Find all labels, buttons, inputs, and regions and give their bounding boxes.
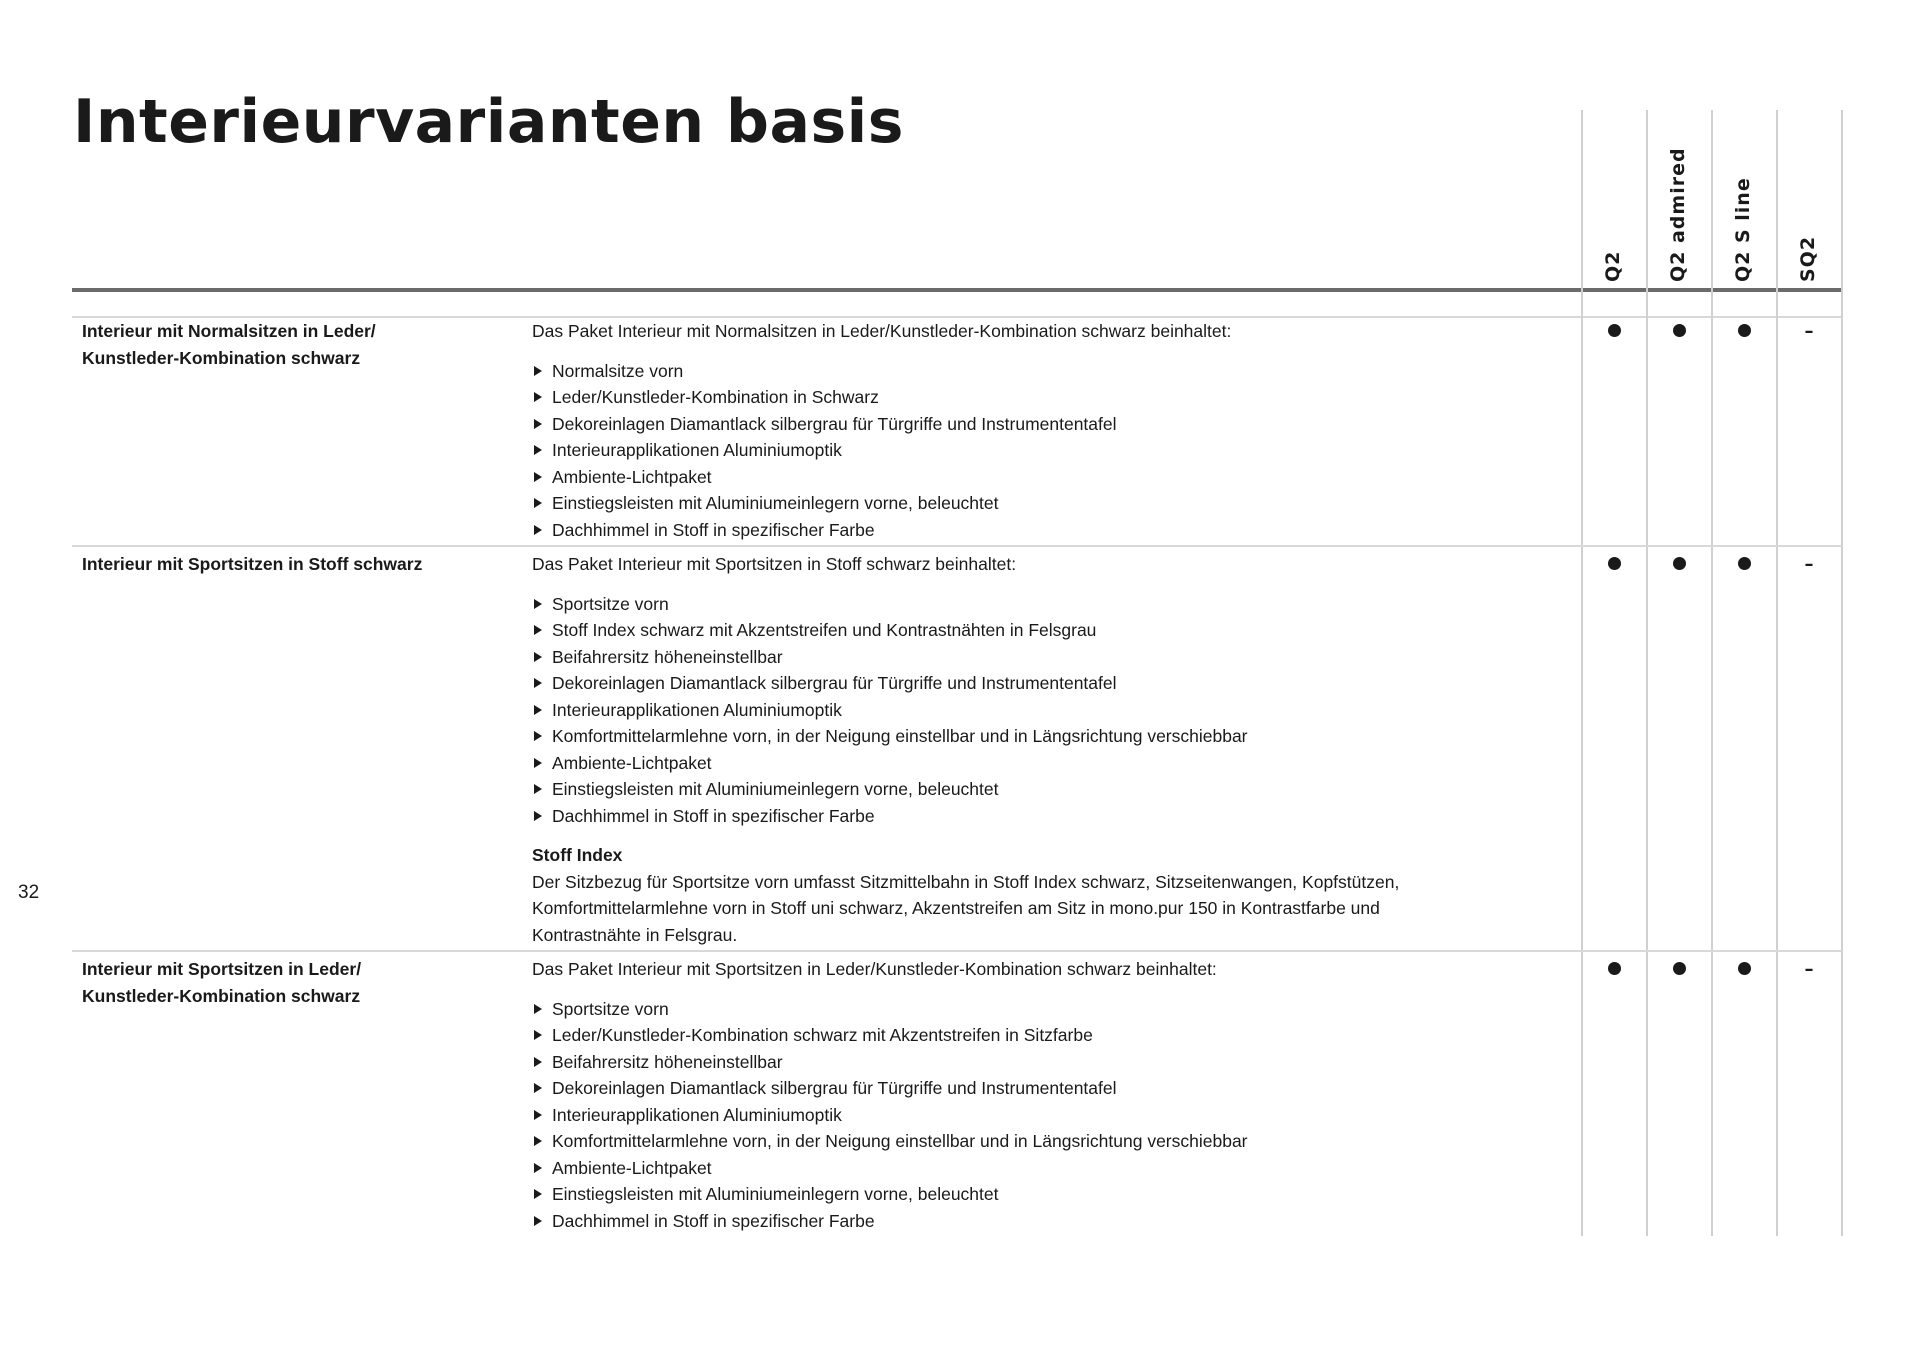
standard-dot-icon xyxy=(1608,557,1621,570)
availability-q2-s-line xyxy=(1712,551,1776,578)
availability-q2-s-line xyxy=(1712,956,1776,983)
column-header-q2-s-line: Q2 S line xyxy=(1732,177,1754,282)
list-item: Sportsitze vorn xyxy=(532,996,1602,1023)
list-item: Beifahrersitz höheneinstellbar xyxy=(532,1049,1602,1076)
column-header-sq2: SQ2 xyxy=(1797,235,1819,282)
feature-list xyxy=(532,996,1602,1235)
feature-list xyxy=(532,591,1602,830)
list-item: Leder/Kunstleder-Kombination in Schwarz xyxy=(532,384,1602,411)
availability-q2-admired xyxy=(1647,551,1711,578)
list-item: Einstiegsleisten mit Aluminiumeinlegern vorne, beleuchtet xyxy=(532,776,1602,803)
list-item: Dachhimmel in Stoff in spezifischer Farbe xyxy=(532,1208,1602,1235)
list-item: Einstiegsleisten mit Aluminiumeinlegern vorne, beleuchtet xyxy=(532,490,1602,517)
list-item: Normalsitze vorn xyxy=(532,358,1602,385)
list-item: Dekoreinlagen Diamantlack silbergrau für Türgriffe und Instrumententafel xyxy=(532,670,1602,697)
row-intro: Das Paket Interieur mit Sportsitzen in Leder/Kunstleder-Kombination schwarz beinhaltet: xyxy=(532,959,1217,979)
list-item: Dachhimmel in Stoff in spezifischer Farbe xyxy=(532,517,1602,544)
row-description xyxy=(532,318,1602,543)
row-divider xyxy=(72,950,1842,952)
list-item: Interieurapplikationen Aluminiumoptik xyxy=(532,1102,1602,1129)
list-item: Stoff Index schwarz mit Akzentstreifen und Kontrastnähten in Felsgrau xyxy=(532,617,1602,644)
list-item: Ambiente-Lichtpaket xyxy=(532,750,1602,777)
standard-dot-icon xyxy=(1608,324,1621,337)
availability-sq2 xyxy=(1777,318,1841,345)
availability-sq2 xyxy=(1777,956,1841,983)
column-divider xyxy=(1841,110,1843,1236)
standard-dot-icon xyxy=(1608,962,1621,975)
standard-dot-icon xyxy=(1673,557,1686,570)
list-item: Komfortmittelarmlehne vorn, in der Neigung einstellbar und in Längsrichtung verschiebbar xyxy=(532,723,1602,750)
row-title: Interieur mit Sportsitzen in Stoff schwarz xyxy=(82,554,423,574)
table-row xyxy=(72,956,1572,1236)
feature-list xyxy=(532,358,1602,544)
header-divider xyxy=(72,288,1842,292)
note-text: Der Sitzbezug für Sportsitze vorn umfasst Sitzmittelbahn in Stoff Index schwarz, Sitzseitenwangen, Kopfstützen, Komfortmittelarmlehne vorn in Stoff uni schwarz, Akzentstreifen am Sitz in mono.pur 150 in Kontrastfarbe und Kontrastnähte in Felsgrau. xyxy=(532,871,1400,945)
page-title: Interieurvarianten basis xyxy=(73,87,904,157)
standard-dot-icon xyxy=(1673,962,1686,975)
page-number: 32 xyxy=(18,882,40,903)
list-item: Komfortmittelarmlehne vorn, in der Neigung einstellbar und in Längsrichtung verschiebbar xyxy=(532,1128,1602,1155)
availability-q2-s-line xyxy=(1712,318,1776,345)
column-divider xyxy=(1776,110,1778,1236)
list-item: Sportsitze vorn xyxy=(532,591,1602,618)
list-item: Dekoreinlagen Diamantlack silbergrau für Türgriffe und Instrumententafel xyxy=(532,1075,1602,1102)
standard-dot-icon xyxy=(1673,324,1686,337)
availability-q2-admired xyxy=(1647,956,1711,983)
standard-dot-icon xyxy=(1738,962,1751,975)
column-divider xyxy=(1711,110,1713,1236)
row-intro: Das Paket Interieur mit Normalsitzen in Leder/Kunstleder-Kombination schwarz beinhaltet: xyxy=(532,321,1232,341)
standard-dot-icon xyxy=(1738,557,1751,570)
availability-sq2 xyxy=(1777,551,1841,578)
row-description xyxy=(532,956,1602,1234)
column-header-q2: Q2 xyxy=(1602,250,1624,282)
row-divider xyxy=(72,545,1842,547)
list-item: Dachhimmel in Stoff in spezifischer Farbe xyxy=(532,803,1602,830)
row-title: Interieur mit Sportsitzen in Leder/ Kunstleder-Kombination schwarz xyxy=(82,959,362,1006)
availability-q2-admired xyxy=(1647,318,1711,345)
list-item: Interieurapplikationen Aluminiumoptik xyxy=(532,437,1602,464)
not-available-dash: – xyxy=(1804,554,1814,575)
row-title: Interieur mit Normalsitzen in Leder/ Kunstleder-Kombination schwarz xyxy=(82,321,376,368)
row-intro: Das Paket Interieur mit Sportsitzen in Stoff schwarz beinhaltet: xyxy=(532,554,1017,574)
not-available-dash: – xyxy=(1804,959,1814,980)
list-item: Beifahrersitz höheneinstellbar xyxy=(532,644,1602,671)
list-item: Dekoreinlagen Diamantlack silbergrau für Türgriffe und Instrumententafel xyxy=(532,411,1602,438)
not-available-dash: – xyxy=(1804,321,1814,342)
column-divider xyxy=(1646,110,1648,1236)
standard-dot-icon xyxy=(1738,324,1751,337)
column-header-q2-admired: Q2 admired xyxy=(1667,147,1689,282)
availability-q2 xyxy=(1582,551,1646,578)
availability-q2 xyxy=(1582,318,1646,345)
note-title: Stoff Index xyxy=(532,845,623,865)
availability-q2 xyxy=(1582,956,1646,983)
list-item: Ambiente-Lichtpaket xyxy=(532,464,1602,491)
table-row xyxy=(72,318,1572,544)
table-row xyxy=(72,551,1572,947)
list-item: Ambiente-Lichtpaket xyxy=(532,1155,1602,1182)
row-description xyxy=(532,551,1602,948)
list-item: Einstiegsleisten mit Aluminiumeinlegern vorne, beleuchtet xyxy=(532,1181,1602,1208)
list-item: Interieurapplikationen Aluminiumoptik xyxy=(532,697,1602,724)
list-item: Leder/Kunstleder-Kombination schwarz mit Akzentstreifen in Sitzfarbe xyxy=(532,1022,1602,1049)
